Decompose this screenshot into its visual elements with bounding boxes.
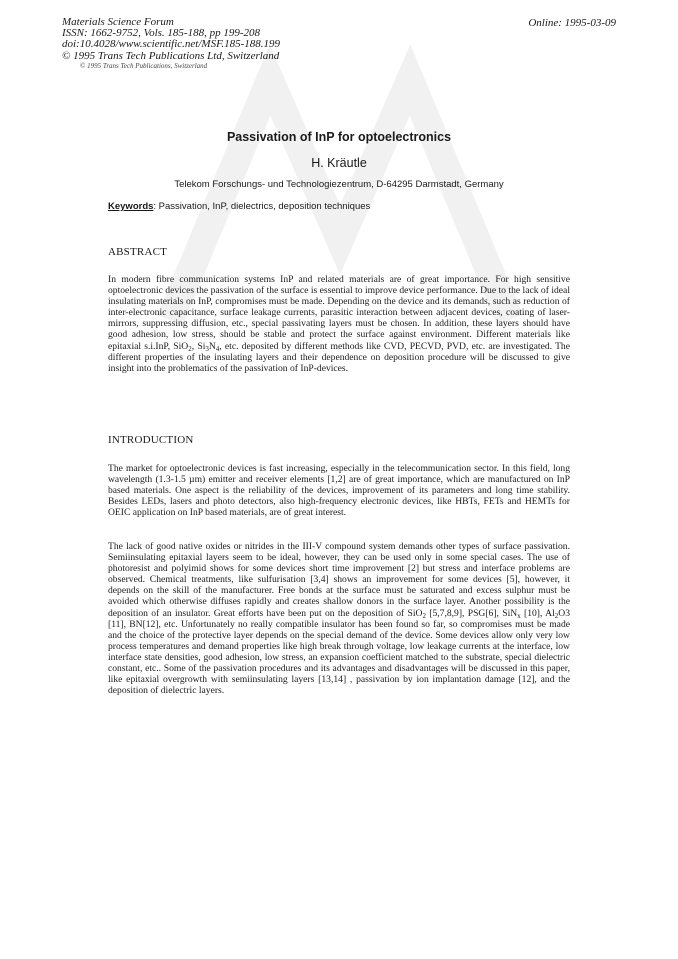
keywords-list: : Passivation, InP, dielectrics, deposition techniques [153, 201, 371, 212]
introduction-paragraph-1: The market for optoelectronic devices is fast increasing, especially in the telecommunication sector. In this field, long wavelength (1.3-1.5 µm) emitter and receiver elements [1,2] are of great importance, which are manufactured on InP based materials. One aspect is the reliability of the devices, improvement of its parameters and long time stability. Besides LEDs, lasers and photo detectors, also high-frequency electronic devices, like HBTs, FETs and HEMTs for OEIC application on InP based materials, are of great interest. [108, 463, 570, 519]
introduction-paragraph-2: The lack of good native oxides or nitrides in the III-V compound system demands other types of surface passivation. Semiinsulating epitaxial layers seem to be ideal, however, they can be used only in some special cases. The use of photoresist and polyimid shows for some devices short time improvement [2] but stress and interface problems are observed. Chemical treatments, like sulfurisation [3,4] shows an improvement for some devices [5], however, it depends on the skill of the manufacturer. Free bonds at the surface must be saturated and excess sulphur must be avoided which otherwise diffuses rapidly and creates shallow donors in the surface layer. Another possibility is the deposition of an insulator. Great efforts have been put on the deposition of SiO$_2$ [5,7,8,9], PSG[6], SiN$_x$ [10], $Al_2O3$ [11], BN[12], etc. Unfortunately no really compatible insulator has been found so far, so compromises must be made and the choice of the protective layer depends on the special demand of the device. Some devices allow only very low process temperatures and demand properties like high break through voltage, low leakage currents at the interface, low interface state densities, good adhesion, low stress, an expansion coefficient matched to the substrate, special dielectric constant, etc.. Some of the passivation procedures and its advantages and disadvantages will be discussed in this paper, like epitaxial overgrowth with semiinsulating layers [13,14] , passivation by ion implantation damage [12], and the deposition of dielectric layers. [108, 541, 571, 697]
online-date: Online: 1995-03-09 [528, 17, 616, 29]
abstract-heading: ABSTRACT [108, 246, 168, 258]
paper-affiliation: Telekom Forschungs- und Technologiezentrum, D-64295 Darmstadt, Germany [174, 179, 504, 190]
issn-line: ISSN: 1662-9752, Vols. 185-188, pp 199-208 [62, 27, 260, 40]
citation-header [62, 17, 280, 71]
abstract-paragraph: In modern fibre communication systems InP and related materials are of great importance. For high sensitive optoelectronic devices the passivation of the surface is essential to improve device performance. Due to the lack of ideal insulating materials on InP, compromises must be made. Depending on the device and its demands, such as reduction of inter-electronic capacitance, surface leakage currents, parasitic interaction between adjacent devices, coating of laser-mirrors, suppressing diffusion, etc., special passivating layers must be chosen. In addition, these layers should have good adhesion, low stress, should be stable and protect the surface against environment. Different materials like epitaxial s.i.InP, SiO$_2$, $Si_3N_4$, etc. deposited by different methods like CVD, PECVD, PVD, etc. are investigated. The different properties of the insulating layers and their dependence on deposition procedure will be discussed to give insight into the problematics of the passivation of InP-devices. [108, 274, 570, 374]
keywords-label: Keywords [108, 201, 154, 212]
paper-author: H. Kräutle [311, 156, 367, 170]
keywords-line [108, 201, 370, 212]
journal-name: Materials Science Forum [62, 16, 174, 28]
introduction-heading: INTRODUCTION [108, 434, 194, 446]
doi-line[interactable]: doi:10.4028/www.scientific.net/MSF.185-188.199 [62, 38, 281, 51]
paper-title: Passivation of InP for optoelectronics [226, 130, 452, 144]
copyright-line: © 1995 Trans Tech Publications Ltd, Switzerland [62, 49, 280, 62]
copyright-small-line: © 1995 Trans Tech Publications, Switzerland [80, 61, 208, 70]
